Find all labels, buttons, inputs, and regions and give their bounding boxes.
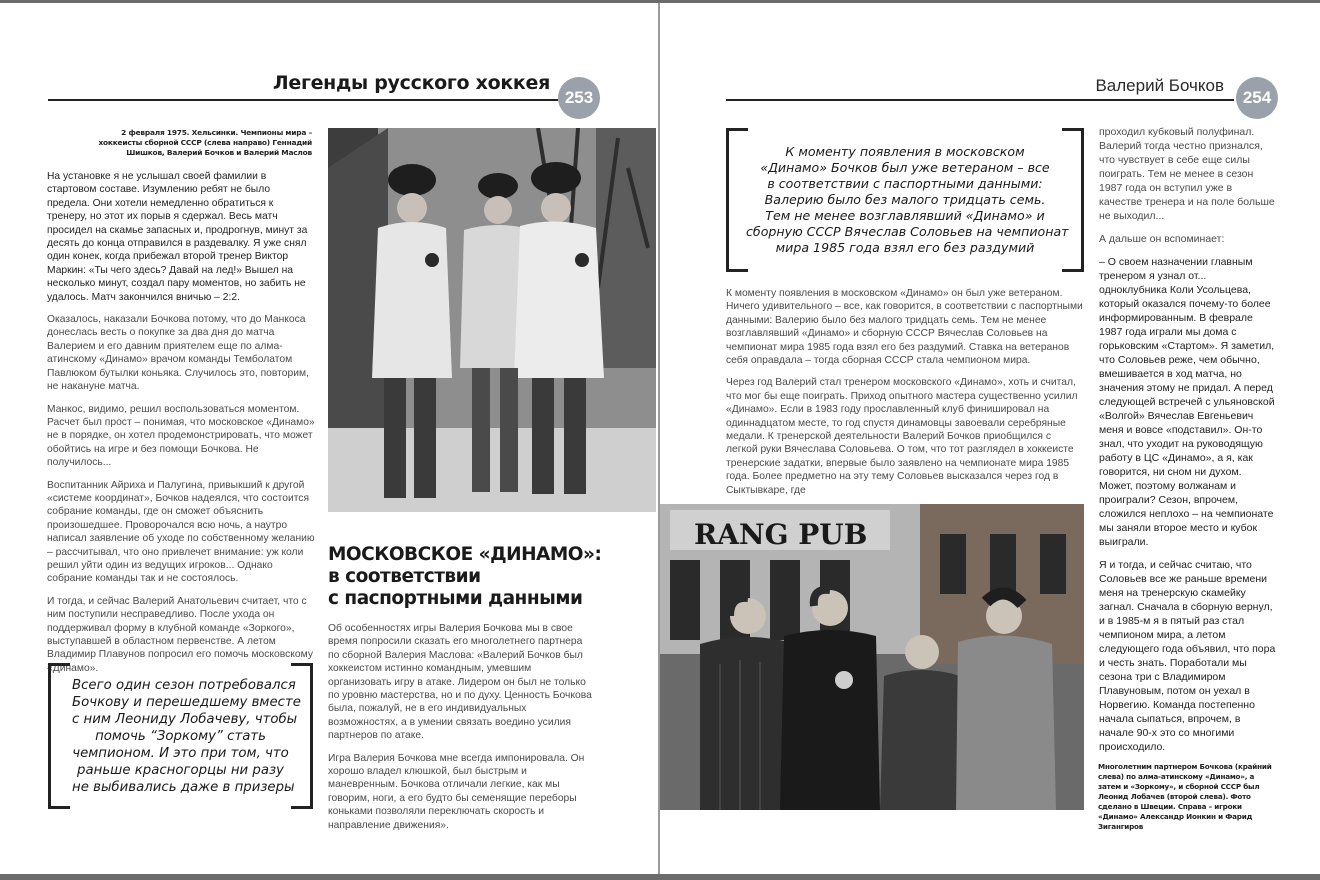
top-photo-caption: 2 февраля 1975. Хельсинки. Чемпионы мира – хоккеисты сборной СССР (слева направо) Геннадий Шишков, Валерий Бочков и Валерий Маслов <box>98 128 312 157</box>
section-heading-line: в соответствии <box>328 566 481 587</box>
pullquote-line: помочь “Зоркому” стать <box>95 729 266 744</box>
right-article-column <box>726 287 1084 506</box>
photo-illustration <box>328 128 656 512</box>
section-heading-line: с паспортными данными <box>328 588 583 609</box>
pub-sign-text: RANG PUB <box>694 518 868 551</box>
article-paragraph: На установке я не услышал своей фамилии в стартовом составе. Изумлению ребят не было предела. Они хотели немедленно обратиться к тренеру, но этот их порыв я сдержал. Весь матч просидел на скамье запасных и, продрогнув, минут за десять до конца отправился в раздевалку. Я уже снял один конек, когда прибежал второй тренер Виктор Маркин: «Ты чего здесь? Давай на лед!» Вышел на несколько минут, создал пару моментов, но забить не удалось. Матч закончился вничью – 2:2. <box>47 171 308 303</box>
pullquote-line: чемпионом. И это при том, что <box>72 746 289 761</box>
pullquote-bracket-left <box>48 663 70 809</box>
pullquote-line: К моменту появления в московском <box>785 144 1025 159</box>
pullquote-line: сборную СССР Вячеслав Соловьев на чемпионат <box>746 224 1069 239</box>
pullquote-line: в соответствии с паспортными данными: <box>767 176 1043 191</box>
pullquote-line: Валерию было без малого тридцать семь. <box>764 192 1046 207</box>
pullquote-bracket-right <box>291 663 313 809</box>
article-paragraph: Об особенностях игры Валерия Бочкова мы в свое время попросили сказать его многолетнего партнера по сборной Валерия Маслова: «Валерий Бочков был хоккеистом истинно командным, умевшим организовать игру в атаке. Лидером он был не только по уровню мастерства, но и по духу. Ценность Бочкова была, пожалуй, не в его индивидуальных возможностях, а в умении связать воедино усилия партнеров по атаке. <box>328 623 592 742</box>
pullquote-bracket-right <box>1062 128 1084 272</box>
middle-article-column <box>328 622 596 841</box>
article-paragraph: Через год Валерий стал тренером московского «Динамо», хоть и считал, что мог бы еще поиграть. Приход опытного мастера существенно усилил «Динамо». Если в 1983 году прославленный клуб финишировал на одиннадцатом месте, то год спустя динамовцы завоевали серебряные медали. К тренерской деятельности Валерий Бочков приобщился с легкой руки Вячеслава Соловьева. О том, что тот разглядел в хоккеисте тренерские задатки, впервые было заявлено на чемпионате мира 1985 года. Более предметно на эту тему Соловьев высказался через год в Сыктывкаре, где <box>726 377 1078 496</box>
bottom-photo-caption: Многолетним партнером Бочкова (крайний слева) по алма-атинскому «Динамо», а затем и «Зоркому», и сборной СССР был Леонид Лобачев (второй слева). Фото сделано в Швеции. Справа – игроки «Динамо» Александр Ионкин и Фарид Зигангиров <box>1098 762 1272 831</box>
pullquote-line: «Динамо» Бочков был уже ветераном – все <box>760 160 1050 175</box>
article-paragraph: Игра Валерия Бочкова мне всегда импонировала. Он хорошо владел клюшкой, был быстрым и маневренным. Бочкова отличали легкие, как мы говорим, ноги, а его будто бы семенящие переборы коньками позволяли переключать скорость и направление движения». <box>328 752 585 831</box>
pullquote-line: раньше красногорцы ни разу <box>77 763 284 778</box>
page-number-badge-right: 254 <box>1236 77 1278 119</box>
page-frame-top <box>0 0 1320 3</box>
photo-three-players-winter <box>328 128 656 512</box>
section-heading <box>328 544 628 610</box>
page-frame-bottom <box>0 874 1320 880</box>
quote-paragraph: – О своем назначении главным тренером я узнал от... одноклубника Коли Усольцева, который оказался почему-то более информированным. В феврале 1987 года играли мы дома с горьковским «Стартом». Я заметил, что Соловьев реже, чем обычно, вмешивается в ход матча, но значения этому не придал. А перед следующей встречей с ульяновской «Волгой» Вячеслав Евгеньевич меня и вовсе «подставил». Он-то знал, что уходит на руководящую работу в ЦС «Динамо», а я, как говорится, ни сном ни духом. Может, поэтому волжанам и проиграли? Сезон, впрочем, сложился неплохо – на чемпионате мы заняли второе место и кубок выиграли. <box>1099 256 1275 548</box>
pullquote-line: мира 1985 года взял его без раздумий <box>775 240 1035 255</box>
article-paragraph: К моменту появления в московском «Динамо» он был уже ветераном. Ничего удивительного – все, как говорится, в соответствии с паспортными данными: Валерию было без малого тридцать семь. Тем не менее возглавлявший «Динамо» и сборную СССР Вячеслав Соловьев на чемпионат мира 1985 года взял его без раздумий. Ставка на ветеранов себя оправдала – тогда сборная СССР стала чемпионом мира. <box>726 288 1083 367</box>
left-article-column <box>47 170 315 684</box>
right-header-rule <box>726 99 1234 101</box>
article-paragraph: И тогда, и сейчас Валерий Анатольевич считает, что с ним поступили несправедливо. После ухода он поддерживал форму в клубной команде «Зоркого», выступавшей в областном первенстве. А летом Владимир Плавунов попросил его помочь московскому «Динамо». <box>47 595 313 674</box>
pullquote-line: Тем не менее возглавлявший «Динамо» и <box>765 208 1045 223</box>
article-paragraph: Манкос, видимо, решил воспользоваться моментом. Расчет был прост – понимая, что московское «Динамо» не в порядке, он хотел продемонстрировать, что может обойтись на игре и без помощи Бочкова. Не получилось... <box>47 403 315 469</box>
right-pullquote <box>726 128 1084 272</box>
left-pullquote <box>48 663 313 809</box>
article-paragraph: проходил кубковый полуфинал. Валерий тогда честно признался, что чувствует в себе еще силы поиграть. Тем не менее в сезон 1987 года он вступил уже в качестве тренера и на поле больше не выходил... <box>1099 126 1275 222</box>
left-header-rule <box>48 99 558 101</box>
pullquote-line: Всего один сезон потребовался <box>72 678 296 693</box>
pullquote-bracket-left <box>726 128 748 272</box>
article-paragraph: Воспитанник Айриха и Палугина, привыкший к другой «системе координат», Бочков надеялся, что состоится собрание команды, где он сможет объяснить произошедшее. Проворочался всю ночь, а наутро написал заявление об уходе по собственному желанию – рассчитывал, что оно привлечет внимание: уж коли решил уйти один из ведущих игроков... Однако собрание команды так и не состоялось. <box>47 479 315 585</box>
page-number-badge-left: 253 <box>558 77 600 119</box>
pullquote-line: не выбивались даже в призеры <box>72 780 295 795</box>
pullquote-line: с ним Леониду Лобачеву, чтобы <box>72 712 298 727</box>
quote-paragraph: Я и тогда, и сейчас считаю, что Соловьев все же раньше времени меня на тренерскую скамейку загнал. Сначала в сборную вернул, и в 1985-м я в пятый раз стал чемпионом мира, а летом следующего года объявил, что пора и честь знать. Поработали мы сезона три с Владимиром Плавуновым, потом он уехал в Норвегию. Команда постепенно начала сыпаться, впрочем, в начале 90-х это со многими происходило. <box>1099 559 1276 753</box>
article-paragraph: Оказалось, наказали Бочкова потому, что до Манкоса донеслась весть о покупке за два дня до матча Валерием и его давним приятелем еще по алма-атинскому «Динамо» врачом команды Темболатом Павлюком бутылки коньяка. Случилось это, повторим, не накануне матча. <box>47 314 309 393</box>
photo-illustration <box>660 504 1084 810</box>
article-paragraph: А дальше он вспоминает: <box>1099 233 1225 245</box>
section-heading-line: МОСКОВСКОЕ «ДИНАМО»: <box>328 544 602 565</box>
left-page-header-title: Легенды русского хоккея <box>272 72 550 94</box>
far-right-article-column <box>1099 125 1277 763</box>
photo-four-players-pub <box>660 504 1084 810</box>
right-page-header-title: Валерий Бочков <box>1095 76 1224 95</box>
pullquote-line: Бочкову и перешедшему вместе <box>72 695 301 710</box>
